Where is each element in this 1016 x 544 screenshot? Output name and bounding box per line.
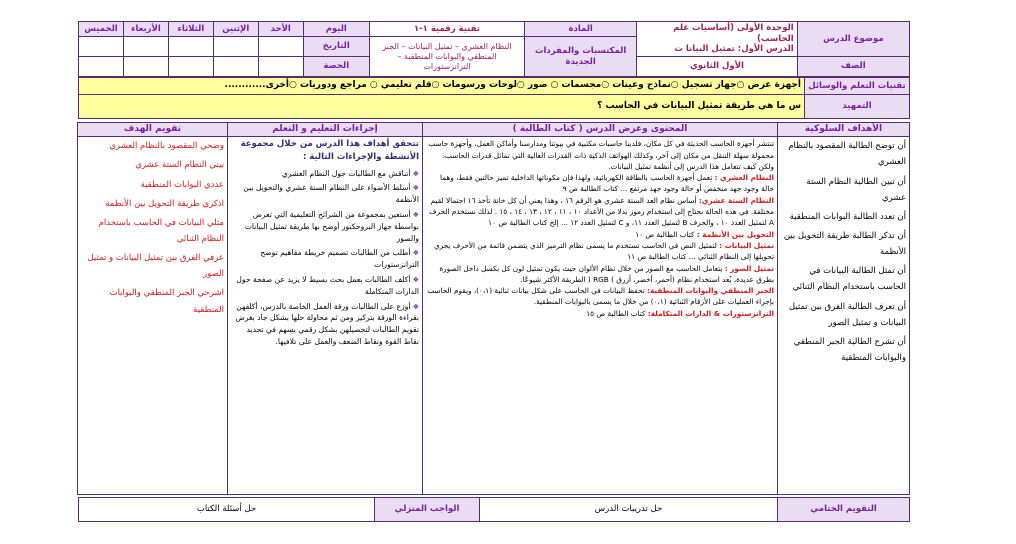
unit-text: الوحدة الأولى (أساسيات علم الحاسب)	[673, 23, 794, 44]
images-text: يتعامل الحاسب مع الصور من خلال نظام الألوان حيث يكون تمثيل لون كل بكسل داخل الصورة بطرق عديدة، يُعد استخدام نظام (أحمر، أخضر، أزرق ) RGB ( الطريقة الأكثر شيوعًا.	[439, 263, 774, 284]
procedures-heading: تتحقق أهداف هذا الدرس من خلال مجموعة الأنشطة والإجراءات التالية :	[240, 139, 419, 163]
content-cell	[423, 137, 778, 495]
objective-item: أن تمثل الطالبة البيانات في الحاسب باستخدام النظام الثنائي	[792, 266, 906, 293]
homework-value: حل أسئلة الكتاب	[79, 498, 375, 522]
period-cell-2[interactable]	[213, 57, 258, 77]
logic-text: تحفظ البيانات في الحاسب على شكل بيانات ثنائية (٠،١)، ويقوم الحاسب بإجراء العمليات على الأرقام الثنائية (٠،١) من خلال ما يسمى بالبوابات المنطقية.	[427, 286, 774, 307]
final-value: حل تدريبات الدرس	[480, 498, 778, 522]
conversion-text: كتاب الطالبة ص ١٠	[635, 229, 695, 239]
procedure-item: ❖ أستعين بمجموعة من الشرائح التعليمية التي تعرض بواسطة جهاز البروجكتور أوضح بها طريقة تمثيل البيانات والصور	[231, 209, 419, 244]
procedures-cell	[228, 137, 423, 495]
main-table	[77, 122, 910, 495]
data-text: لتمثيل النص في الحاسب تستخدم ما يسمى نظام الترميز الذي يتضمن قائمة من الأحرف يجري تحويلها إلى النظام الثنائي ... كتاب الطالبة ص ١١	[433, 240, 774, 262]
hex-text: أساس نظام العد الستة عشري هو الرقم ١٦ ، وهذا يعني أن كل خانة تأخذ ١٦ احتمالا لقيم مختلفة. في هذه الحالة نحتاج إلى استخدام رموز بدلا من الأعداد ١٠ ، ١١ ، ١٢ ، ١٣ ، ١٤ ، ١٥ . لذلك نستخدم الحرف A لتمثيل العدد ١٠ ، والحرف B لتمثيل العدد ١١، و C لتمثيل العدد ١٢ ... إلخ كتاب الطالبة ص ١٠	[428, 195, 774, 228]
transistor-text: كتاب الطالبة ص ١٥	[586, 308, 646, 318]
evaluation-item: اشرحي الجبر المنطقي والبوابات المنطقية	[109, 288, 224, 315]
footer-table	[78, 497, 910, 522]
objectives-list	[781, 138, 906, 366]
date-cell-4[interactable]	[124, 37, 169, 57]
procedure-item: ❖ أطلب من الطالبات تصميم خريطة مفاهيم توضح الترانزستورات	[231, 247, 419, 271]
content-intro: تنتشر أجهزة الحاسب الحديثة في كل مكان، فلدينا حاسبات مكتبية في بيوتنا ومدارسنا وأماكن العمل، وأجهزة حاسب محمولة سهلة التنقل من مكان إلى آخر، وكذلك الهواتف الذكية ذات القدرات العالية التي تماثل قدرات الحاسب، ولكن كيف تتعامل هذا الدرس إلى أنظمة تمثيل البيانات.	[428, 139, 774, 171]
final-label: التقويم الختامي	[778, 498, 910, 522]
evaluation-list	[81, 138, 224, 317]
subject-label: المادة	[524, 22, 636, 37]
tools-label: تقنيات التعلم والوسائل	[805, 78, 910, 95]
topic-label: موضوع الدرس	[797, 22, 909, 57]
subject-value: تقنية رقمية ١-١	[369, 22, 524, 37]
period-cell-1[interactable]	[258, 57, 303, 77]
tools-value: أجهزة عرض ○جهاز تسجيل ○نماذج وعينات ○مجسمات ○ صور ○لوحات ورسومات ○قلم تعليمي ○ مراجع ودوريات ○أخرى............	[79, 78, 805, 95]
objective-item: أن تعرف الطالبة الفرق بين تمثيل البيانات و تمثيل الصور	[788, 301, 906, 328]
hex-title: النظام الستة عشري:	[698, 195, 774, 205]
images-title: تمثيل الصور :	[724, 263, 774, 273]
topic-value	[637, 22, 797, 57]
decimal-text: تعمل أجهزة الحاسب بالطاقة الكهربائية، ولهذا فإن مكوناتها الداخلية تميز حالتين فقط، وهما حالة وجود جهد منخفض أو حالة وجود جهد مرتفع ... كتاب الطالبة ص ٩	[439, 173, 774, 194]
decimal-title: النظام العشري :	[714, 173, 774, 183]
day-5: الخميس	[79, 22, 124, 37]
evaluation-item: عددي البوابات المنطقية	[140, 179, 224, 190]
objective-item: أن تبين الطالبة النظام الستة عشري	[806, 176, 906, 203]
day-1: الأحد	[258, 22, 303, 37]
period-cell-4[interactable]	[124, 57, 169, 77]
tools-table	[78, 77, 910, 119]
evaluation-cell	[78, 137, 228, 495]
evaluation-item: مثلي البيانات في الحاسب باستخدام النظام الثنائي	[98, 217, 224, 244]
evaluation-item: بيني النظام الستة عشري	[135, 160, 224, 171]
class-label: الصف	[797, 57, 909, 77]
objective-item: أن تذكر الطالبة طريقة التحويل بين الأنظمة	[783, 230, 906, 258]
lesson-text: الدرس الأول: تمثيل البيانا ت	[674, 44, 794, 55]
objectives-cell	[778, 137, 910, 495]
date-cell-1[interactable]	[258, 37, 303, 57]
lesson-plan	[78, 21, 910, 541]
skills-value: النظام العشري – تمثيل البيانات – الجبر المنطقي والبوابات المنطقية – الترانزستورات	[369, 37, 524, 77]
date-label: التاريخ	[303, 37, 369, 57]
content-header: المحتوى وعرض الدرس ( كتاب الطالبة )	[423, 123, 778, 137]
header-table	[78, 21, 910, 77]
period-cell-5[interactable]	[79, 57, 124, 77]
objective-item: أن تشرح الطالبة الجبر المنطقي والبوابات المنطقية	[793, 336, 906, 363]
procedure-item: ❖ أكلف الطالبات بعمل بحث بسيط لا يزيد عن صفحة حول الدارات المتكاملة	[231, 274, 419, 298]
period-label: الحصة	[303, 57, 369, 77]
day-4: الأربعاء	[124, 22, 169, 37]
skills-label: المكتسبات والمفردات الجديدة	[524, 37, 636, 77]
intro-value: س ما هي طريقة تمثيل البيانات في الحاسب ؟	[79, 95, 805, 119]
evaluation-item: وضحي المقصود بالنظام العشري	[109, 141, 224, 152]
data-title: تمثيل البيانات :	[719, 240, 774, 250]
intro-label: التمهيد	[805, 95, 910, 119]
conversion-title: التحويل بين الأنظمة :	[696, 229, 774, 239]
period-cell-3[interactable]	[168, 57, 213, 77]
date-cell-5[interactable]	[79, 37, 124, 57]
day-2: الإثنين	[213, 22, 258, 37]
objective-item: أن تعدد الطالبة البوابات المنطقية	[789, 211, 906, 222]
evaluation-item: عرفي الفرق بين تمثيل البيانات و تمثيل الصور	[87, 253, 224, 280]
date-cell-3[interactable]	[168, 37, 213, 57]
class-value: الأول الثانوي	[637, 57, 797, 77]
day-3: الثلاثاء	[168, 22, 213, 37]
evaluation-item: اذكري طريقة التحويل بين الأنظمة	[105, 198, 224, 209]
homework-label: الواجب المنزلي	[375, 498, 480, 522]
logic-title: الجبر المنطقي والبوابات المنطقية:	[647, 286, 774, 296]
objective-item: أن توضح الطالبة المقصود بالنظام العشري	[788, 141, 906, 168]
day-label: اليوم	[303, 22, 369, 37]
date-cell-2[interactable]	[213, 37, 258, 57]
procedures-header: إجراءات التعليم و التعلم	[228, 123, 423, 137]
objectives-header: الأهداف السلوكية	[778, 123, 910, 137]
evaluation-header: تقويم الهدف	[78, 123, 228, 137]
procedure-item: ❖ أتناقش مع الطالبات حول النظام العشري	[231, 168, 419, 180]
procedure-item: ❖ أسلط الأضواء على النظام الستة عشري والتحويل بين الأنظمة	[231, 182, 419, 206]
transistor-title: الترانزستورات & الدارات المتكاملة:	[647, 308, 774, 318]
procedures-list	[231, 168, 419, 348]
procedure-item: ❖ أوزع على الطالبات ورقة العمل الخاصة بالدرس، أكلفهن بقراءة الورقة بتركيز ومن ثم محاولة حلها بشكل جاد بغرض تقويم الطالبات لتحصيلهن بشكل رقمي يسهم في تحديد نقاط القوة ونقاط الضعف والعمل على تلافيها.	[231, 301, 419, 348]
